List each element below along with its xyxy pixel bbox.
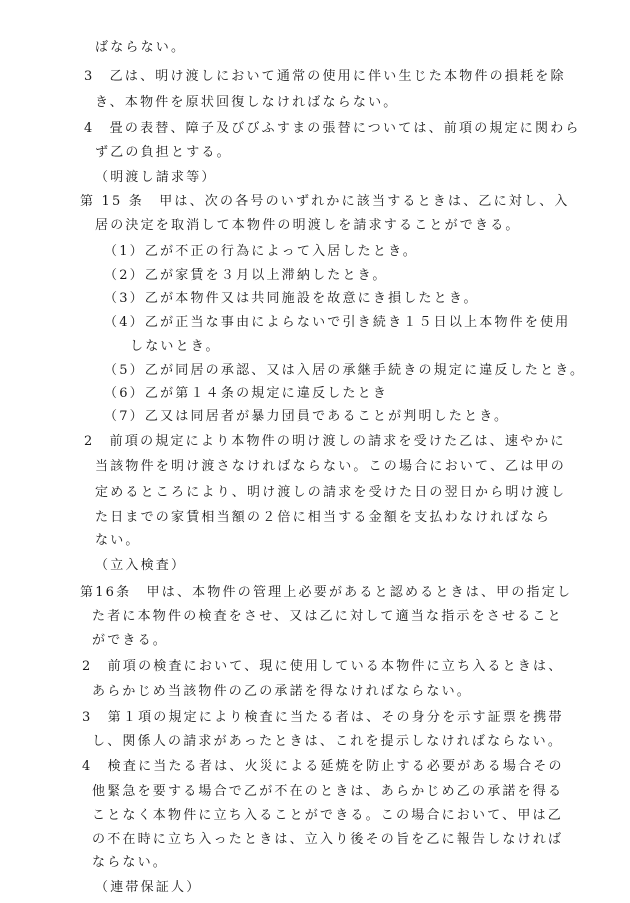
section-heading: （明渡し請求等） — [95, 170, 217, 185]
text-line: 2 前項の検査において、現に使用している本物件に立ち入るときは、 — [82, 659, 564, 674]
text-line: の不在時に立ち入ったときは、立入り後その旨を乙に報告しなければ — [92, 832, 564, 847]
text-line: 3 第１項の規定により検査に当たる者は、その身分を示す証票を携帯 — [82, 710, 564, 725]
list-item: （1）乙が不正の行為によって入居したとき。 — [104, 244, 418, 259]
list-item: （4）乙が正当な事由によらないで引き続き１５日以上本物件を使用 — [104, 315, 571, 330]
text-line: き、本物件を原状回復しなければならない。 — [95, 95, 399, 110]
list-item: （2）乙が家賃を３月以上滞納したとき。 — [104, 268, 388, 283]
text-line: ず乙の負担とする。 — [95, 145, 232, 160]
list-item: （7）乙又は同居者が暴力団員であることが判明したとき。 — [104, 409, 510, 424]
list-item: （3）乙が本物件又は共同施設を故意にき損したとき。 — [104, 291, 479, 306]
text-line: ない。 — [95, 533, 141, 548]
text-line: 3 乙は、明け渡しにおいて通常の使用に伴い生じた本物件の損耗を除 — [84, 69, 566, 84]
text-line: 4 畳の表替、障子及びびふすまの張替については、前項の規定に関わら — [84, 121, 581, 136]
text-line: た日までの家賃相当額の２倍に相当する金額を支払わなければなら — [95, 510, 552, 525]
text-line: 居の決定を取消して本物件の明渡しを請求することができる。 — [95, 218, 521, 233]
text-line: ことなく本物件に立ち入ることができる。この場合において、甲は乙 — [92, 808, 563, 823]
text-line: 当該物件を明け渡さなければならない。この場合において、乙は甲の — [95, 459, 566, 474]
list-item: （5）乙が同居の承認、又は入居の承継手続きの規定に違反したとき。 — [104, 363, 586, 378]
text-line: あらかじめ当該物件の乙の承諾を得なければならない。 — [92, 684, 473, 699]
section-heading: （立入検査） — [95, 558, 187, 573]
text-line: ができる。 — [92, 633, 169, 648]
list-item-continued: しないとき。 — [130, 339, 221, 354]
text-line: 4 検査に当たる者は、火災による延焼を防止する必要がある場合その — [82, 759, 564, 774]
text-line: 他緊急を要する場合で乙が不在のときは、あらかじめ乙の承諾を得る — [92, 784, 564, 799]
text-line: ならない。 — [92, 855, 169, 870]
text-line: 2 前項の規定により本物件の明け渡しの請求を受けた乙は、速やかに — [84, 434, 566, 449]
text-line: 第16条 甲は、本物件の管理上必要があると認めるときは、甲の指定し — [80, 585, 573, 600]
text-line: た者に本物件の検査をさせ、又は乙に対して適当な指示をさせること — [92, 609, 563, 624]
text-line: 第 15 条 甲は、次の各号のいずれかに該当するときは、乙に対し、入 — [80, 194, 570, 209]
text-line: し、関係人の請求があったときは、これを提示しなければならない。 — [92, 734, 564, 749]
text-line: ばならない。 — [95, 40, 187, 55]
section-heading: （連帯保証人） — [95, 880, 202, 895]
text-line: 定めるところにより、明け渡しの請求を受けた日の翌日から明け渡し — [95, 485, 567, 500]
list-item: （6）乙が第１４条の規定に違反したとき — [104, 386, 389, 401]
